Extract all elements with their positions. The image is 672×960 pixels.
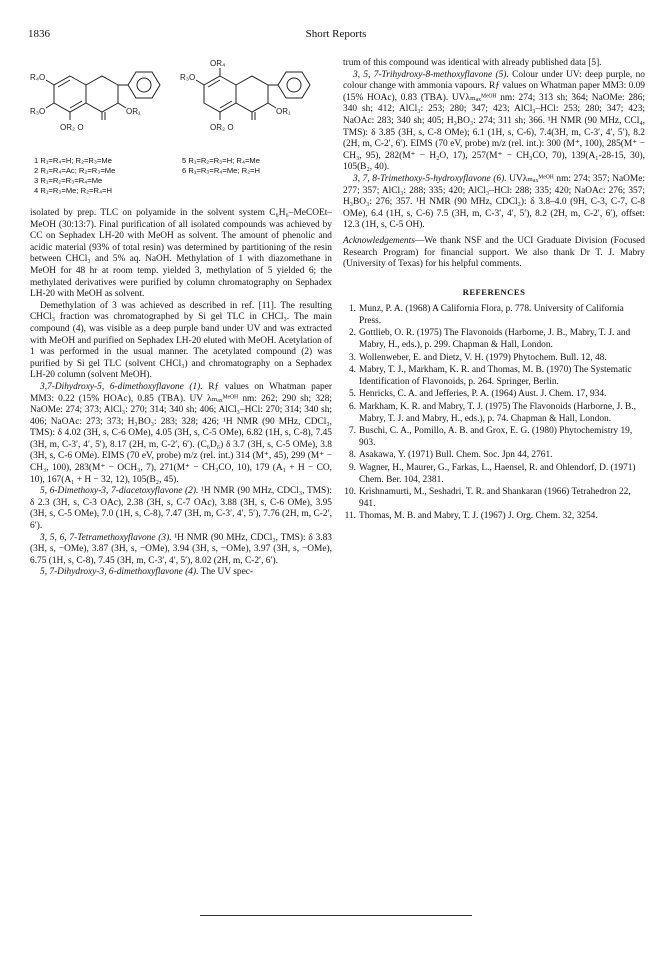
reference-item: 9. Wagner, H., Maurer, G., Farkas, L., Haensel, R. and Ohlendorf, D. (1971) Chem. Ber. 104, 2381.: [348, 463, 636, 485]
paragraph-compound-5: [343, 70, 645, 174]
reference-item: 6. Markham, K. R. and Mabry, T. J. (1975) The Flavonoids (Harborne, J. B., Mabry, T. J. and Mabry, H., eds.), p. 74. Chapman & Hall, London.: [348, 402, 636, 424]
compound-5-title: 3, 5, 7-Trihydroxy-8-methoxyflavone (5).: [353, 69, 509, 80]
references-list: [343, 304, 645, 523]
compound-4-data: The UV spec-: [198, 567, 254, 578]
acknowledgements-text: —We thank NSF and the UCI Graduate Division (Focused Research Program) for financial support. We also thank Dr T. J. Mabry (University of Texas) for his helpful comments.: [343, 235, 645, 270]
paragraph-compound-6: [343, 174, 645, 232]
paragraph-continued: trum of this compound was identical with already published data [5].: [343, 58, 602, 68]
reference-item: 2. Gottlieb, O. R. (1975) The Flavonoids (Harborne, J. B., Mabry, T. J. and Mabry, H., eds.), p. 299. Chapman & Hall, London.: [348, 328, 631, 351]
compound-6-title: 3, 7, 8-Trimethoxy-5-hydroxyflavone (6).: [353, 173, 507, 184]
reference-item: 5. Henricks, C. A. and Jefferies, P. A. (1964) Aust. J. Chem. 17, 934.: [348, 389, 607, 400]
structure-figure: [30, 58, 332, 208]
compound-3-title: 3, 5, 6, 7-Tetramethoxyflavone (3).: [40, 532, 172, 543]
compound-2-title: 5, 6-Dimethoxy-3, 7-diacetoxyflavone (2).: [40, 486, 199, 497]
compound-6: 6 R₁=R₃=R₄=Me; R₂=H: [182, 166, 260, 175]
acknowledgements: [343, 236, 645, 271]
ring-a-left: [54, 76, 86, 112]
paragraph-compound-3: [30, 533, 332, 568]
ring-c-right: [236, 76, 268, 112]
compound-6-data: UVλₘₐₓᴹᵉᴼᴴ nm: 274; 357; NaOMe: 277; 357; AlCl₃: 288; 335; 420; AlCl₃–HCl: 288; 335; 420; NaOAc: 276; 357; H₃BO₃: 276; 357. ¹H NMR (90 MHz, CDCl₃): δ 3.8–4.0 (9H, C-3, C-7, C-8 OMe), 6.4 (1H, s, C-6) 7.5 (3H, m, C-3′, 4′, 5′), 8.2 (2H, m, C-2′, 6′), offset: 12.3 (1H, s, C-5 OH).: [343, 173, 646, 231]
footer-rule: [200, 915, 472, 916]
compound-1: 1 R₁=R₄=H; R₂=R₃=Me: [34, 156, 112, 165]
paragraph-isolation: isolated by prep. TLC on polyamide in the solvent system C₆H₆–MeCOEt–MeOH (30:13:7). Final purification of all isolated compounds was achieved by CC on Sephadex LH-20 with MeOH as solvent. The amount of phenolic and acidic material (93% of total resin) was determined by partitioning of the resin between CHCl₃ and 5% aq. NaOH. Methylation of 1 with diazomethane in MeOH for 48 hr at room temp. yielded 3, methylation of 5 yielded 6; the methylated derivatives were purified by column chromatography on Sephadex LH-20 with MeOH as solvent.: [30, 208, 332, 300]
label-or2-o: OR₂ O: [60, 123, 84, 132]
flavone-structures: [30, 58, 332, 158]
label-r4o: R₄O: [30, 73, 46, 82]
compound-2: 2 R₁=R₄=Ac; R₂=R₃=Me: [34, 166, 116, 175]
compound-3-data: ¹H NMR (90 MHz, CDCl₃, TMS): δ 3.83 (3H, s, −OMe), 3.87 (3H, s, −OMe), 3.94 (3H, s, −OMe), 3.97 (3H, s, −OMe), 6.75 (1H, s, C-8), 7.45 (3H, m, C-3′, 4′, 5′), 8.02 (2H, m, C-2′, 6′).: [30, 532, 332, 566]
label-r3o: R₃O: [30, 107, 46, 116]
compound-5: 5 R₁=R₂=R₃=H; R₄=Me: [182, 156, 260, 165]
compound-2-data: ¹H NMR (90 MHz, CDCl₃, TMS): δ 2.3 (3H, s, C-3 OAc), 2.38 (3H, s, C-7 OAc), 3.88 (3H, s, C-6 OMe), 3.95 (3H, s, C-5 OMe), 7.0 (1H, s, C-8), 7.47 (3H, m, C-3′, 4′, 5′), 7.76 (2H, m, C-2′, 6′).: [30, 486, 332, 532]
reference-item: 7. Buschi, C. A., Pomillo, A. B. and Grox, E. G. (1980) Phytochemistry 19, 903.: [348, 426, 633, 448]
ring-b-left: [128, 72, 160, 98]
compound-1-title: 3,7-Dihydroxy-5, 6-dimethoxyflavone (1).: [40, 381, 203, 392]
ring-b-right: [278, 72, 310, 98]
label-or2-o-right: OR₂ O: [210, 123, 234, 132]
page-number: 1836: [28, 28, 50, 40]
ring-c-left: [86, 76, 118, 112]
running-title: Short Reports: [305, 28, 367, 40]
ring-a-right: [204, 76, 236, 112]
reference-item: 11. Thomas, M. B. and Mabry, T. J. (1967) J. Org. Chem. 32, 3254.: [344, 511, 598, 522]
right-column: [343, 58, 645, 524]
reference-item: 8. Asakawa, Y. (1971) Bull. Chem. Soc. Jpn 44, 2761.: [348, 450, 553, 461]
compound-5-data: Colour under UV: deep purple, no colour change with ammonia vapours. Rƒ values on Whatman paper MM3: 0.09 (15% HOAc), 0.83 (TBA). UVλₘₐₓᴹᵉᴼᴴ nm: 274; 313 sh; 364; NaOMe: 286; 340 sh; 412; AlCl₃: 253; 280; 347; 423; AlCl₃–HCl: 253; 280; 347; 423; NaOAc: 283; 340 sh; 405; H₃BO₃: 274; 311 sh; 366. ¹H NMR (90 MHz, CCl₄, TMS): δ 3.85 (3H, s, C-8 OMe); 6.1 (1H, s, C-6), 7.4(3H, m, C-3′, 4′, 5′), 8.2 (2H, m, C-2′, 6′). EIMS (70 eV, probe) m/z (rel. int.): 300 (M⁺, 100), 285(M⁺ − CH₃, 95), 282(M⁺ − H₂O, 17), 257(M⁺ − CH₃CO, 70), 139(A₁-28-15, 30), 105(B₂, 40).: [343, 69, 645, 173]
paragraph-compound-4: [30, 567, 332, 579]
reference-item: 10. Krishnamurti, M., Seshadri, T. R. and Shankaran (1966) Tetrahedron 22, 941.: [344, 487, 631, 509]
label-or1-right: OR₁: [276, 107, 291, 116]
references-heading: REFERENCES: [462, 286, 526, 297]
compound-3: 3 R₁=R₂=R₃=R₄=Me: [34, 176, 103, 185]
paragraph-demethylation: Demethylation of 3 was achieved as described in ref. [11]. The resulting CHCl₃ fraction was chromatographed by Si gel TLC in CHCl₃. The main compound (4), was visible as a deep purple band under UV and was extracted with MeOH and purified on Sephadex LH-20 eluted with MeOH. Acetylation of 1 was performed in the usual manner. The acetylated compound (2) was purified by Si gel TLC (solvent CHCl₃) and chromatography on a Sephadex LH-20 column (solvent MeOH).: [30, 300, 332, 381]
paragraph-compound-1: [30, 382, 332, 486]
compound-1-data: Rƒ values on Whatman paper MM3: 0.22 (15% HOAc), 0.85 (TBA). UV λₘₐₓᴹᵉᴼᴴ nm: 262; 290 sh; 328; NaOMe: 274; 373; AlCl₃: 270; 314; 340 sh; 406; AlCl₃–HCl: 270; 314; 340 sh; 406; NaOAc: 273; 373; H₃BO₃: 283; 328; 426; ¹H NMR (90 MHz, CDCl₃, TMS): δ 4.02 (3H, s, C-6 OMe), 4.05 (3H, s, C-5 OMe), 6.82 (1H, s, C-8), 7.45 (3H, m, C-3′, 4′, 5′), 8.17 (2H, m, C-2′, 6′). (C₆D₆) δ 3.7 (3H, s, C-5 OMe), 3.8 (3H, s, C-6 OMe). EIMS (70 eV, probe) m/z (rel. int.) 314 (M⁺, 45), 299 (M⁺ − CH₃, 100), 283(M⁺ − OCH₃, 7), 271(M⁺ − CH₃CO, 10), 179 (A₁ + H − CO, 10), 167(A₁ + H − 32, 12), 105(B₂, 45).: [30, 381, 332, 485]
label-or4-right: OR₄: [210, 59, 226, 68]
reference-item: 3. Wollenweber, E. and Dietz, V. H. (1979) Phytochem. Bull. 12, 48.: [348, 352, 607, 363]
compound-4-title: 5, 7-Dihydroxy-3, 6-dimethoxyflavone (4).: [40, 567, 199, 578]
paragraph-compound-2: [30, 486, 332, 532]
acknowledgements-title: Acknowledgements: [343, 235, 415, 246]
compound-4: 4 R₁=R₃=Me; R₂=R₄=H: [34, 186, 112, 195]
label-or1: OR₁: [126, 107, 141, 116]
left-column: [30, 58, 332, 579]
reference-item: 4. Mabry, T. J., Markham, K. R. and Thomas, M. B. (1970) The Systematic Identification of Flavonoids, p. 264. Springer, Berlin.: [348, 365, 632, 387]
label-r3o-right: R₃O: [180, 73, 196, 82]
reference-item: 1. Munz, P. A. (1968) A California Flora, p. 778. University of California Press.: [348, 304, 624, 326]
